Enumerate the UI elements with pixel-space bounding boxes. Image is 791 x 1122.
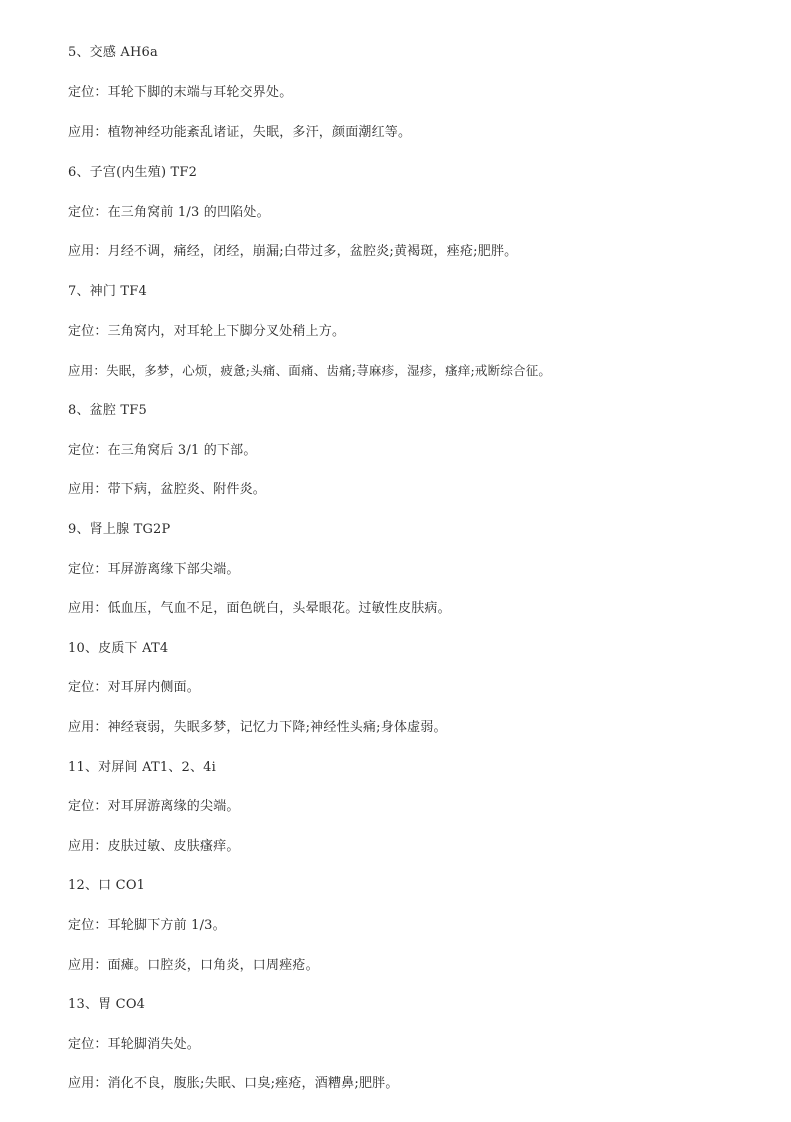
entry-application: 应用：植物神经功能紊乱诸证，失眠，多汗，颜面潮红等。 xyxy=(68,125,412,140)
entry-application: 应用：神经衰弱，失眠多梦，记忆力下降;神经性头痛;身体虚弱。 xyxy=(68,720,447,735)
entry-location: 定位：对耳屏内侧面。 xyxy=(68,680,201,695)
entry-location: 定位：三角窝内，对耳轮上下脚分叉处稍上方。 xyxy=(68,324,346,339)
entry-application: 应用：月经不调，痛经，闭经，崩漏;白带过多，盆腔炎;黄褐斑，痤疮;肥胖。 xyxy=(68,244,518,259)
entry-location: 定位：耳轮脚下方前 1/3。 xyxy=(68,918,226,933)
entry-heading: 13、胃 CO4 xyxy=(68,997,146,1012)
entry-application: 应用：带下病，盆腔炎、附件炎。 xyxy=(68,482,267,497)
entry-application: 应用：低血压，气血不足，面色㿠白，头晕眼花。过敏性皮肤病。 xyxy=(68,601,451,616)
entry-heading: 5、交感 AH6a xyxy=(68,45,158,60)
entry-location: 定位：耳屏游离缘下部尖端。 xyxy=(68,562,240,577)
entry-heading: 10、皮质下 AT4 xyxy=(68,641,169,656)
entry-heading: 11、对屏间 AT1、2、4i xyxy=(68,760,216,775)
entry-heading: 7、神门 TF4 xyxy=(68,284,147,299)
entry-heading: 6、子宫(内生殖) TF2 xyxy=(68,165,198,180)
entry-application: 应用：皮肤过敏、皮肤瘙痒。 xyxy=(68,839,240,854)
entry-application: 应用：消化不良，腹胀;失眠、口臭;痤疮，酒糟鼻;肥胖。 xyxy=(68,1076,399,1091)
entry-heading: 9、肾上腺 TG2P xyxy=(68,522,171,537)
entry-application: 应用：失眠，多梦，心烦，疲惫;头痛、面痛、齿痛;荨麻疹，湿疹，瘙痒;戒断综合征。 xyxy=(68,363,552,378)
entry-location: 定位：对耳屏游离缘的尖端。 xyxy=(68,799,240,814)
entry-application: 应用：面瘫。口腔炎，口角炎，口周痤疮。 xyxy=(68,958,319,973)
entry-heading: 12、口 CO1 xyxy=(68,878,146,893)
entry-location: 定位：耳轮下脚的末端与耳轮交界处。 xyxy=(68,85,293,100)
entry-location: 定位：在三角窝后 3/1 的下部。 xyxy=(68,443,257,458)
entry-location: 定位：在三角窝前 1/3 的凹陷处。 xyxy=(68,205,270,220)
entry-location: 定位：耳轮脚消失处。 xyxy=(68,1037,201,1052)
entry-heading: 8、盆腔 TF5 xyxy=(68,403,147,418)
